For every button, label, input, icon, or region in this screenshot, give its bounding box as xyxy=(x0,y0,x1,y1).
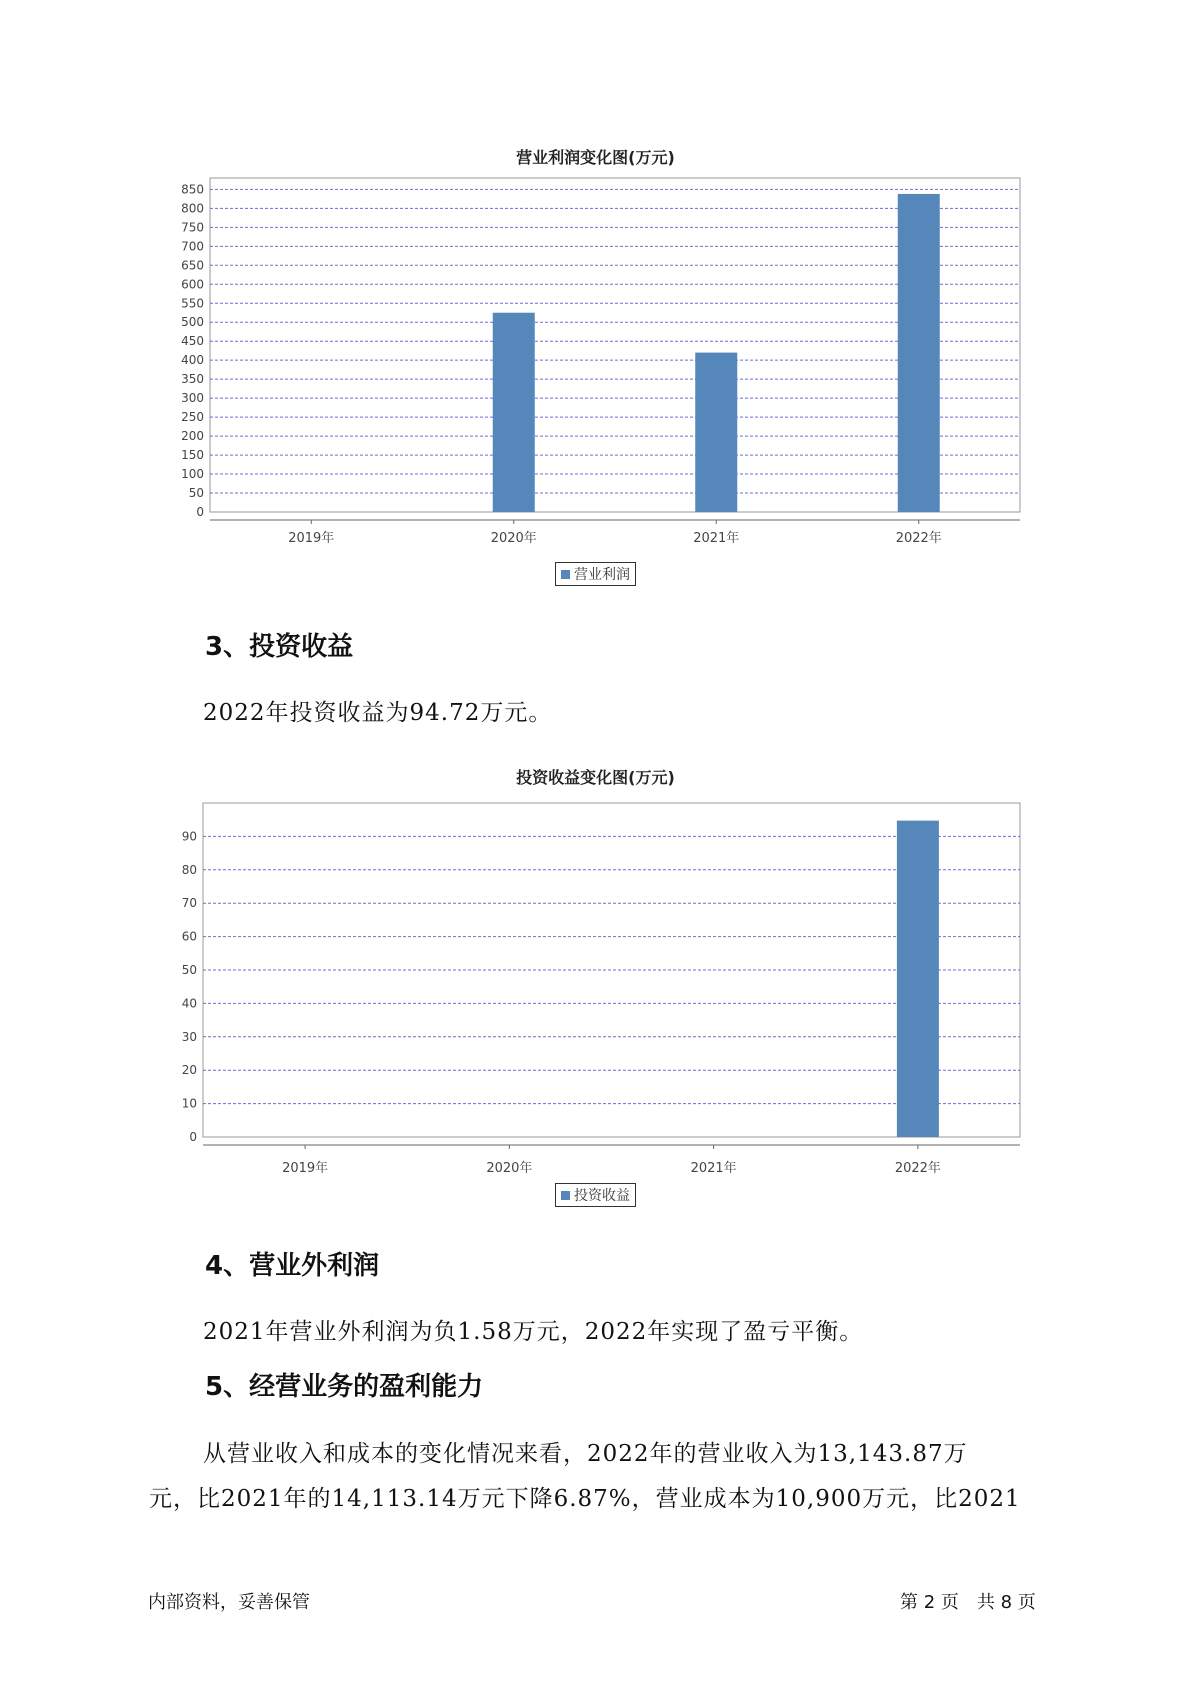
y-tick-label: 50 xyxy=(181,963,197,977)
y-tick-label: 90 xyxy=(181,829,197,844)
y-tick-label: 600 xyxy=(181,277,204,292)
y-tick-label: 100 xyxy=(181,467,204,482)
y-tick-label: 350 xyxy=(181,372,204,387)
y-tick-label: 80 xyxy=(181,862,197,877)
y-tick-label: 750 xyxy=(181,220,204,235)
bar xyxy=(898,194,940,512)
y-tick-label: 200 xyxy=(181,429,204,444)
y-tick-label: 400 xyxy=(181,353,204,368)
bar xyxy=(897,821,939,1137)
bar xyxy=(695,353,737,512)
legend-label: 营业利润 xyxy=(574,567,630,583)
section-5-text-line2: 元，比2021年的14,113.14万元下降6.87%，营业成本为10,900万元，比2021 xyxy=(149,1486,1021,1512)
x-tick-label: 2019年 xyxy=(282,1161,329,1175)
y-tick-label: 450 xyxy=(181,334,204,349)
legend-swatch xyxy=(561,1191,570,1200)
footer-confidential: 内部资料，妥善保管 xyxy=(148,1592,310,1613)
legend-investment-income xyxy=(555,1183,636,1207)
y-tick-label: 850 xyxy=(181,182,204,197)
y-tick-label: 150 xyxy=(181,448,204,463)
x-tick-label: 2020年 xyxy=(486,1161,533,1175)
bar xyxy=(493,313,535,512)
y-tick-label: 0 xyxy=(189,1130,197,1144)
y-tick-label: 60 xyxy=(181,929,197,944)
operating-profit-chart xyxy=(150,170,1050,550)
y-tick-label: 40 xyxy=(181,996,197,1011)
y-tick-label: 30 xyxy=(181,1029,197,1044)
y-tick-label: 250 xyxy=(181,410,204,425)
y-tick-label: 0 xyxy=(196,505,204,519)
legend-swatch xyxy=(561,570,570,579)
y-tick-label: 700 xyxy=(181,239,204,254)
chart-title-investment-income: 投资收益变化图(万元) xyxy=(516,768,675,787)
x-tick-label: 2019年 xyxy=(288,531,335,546)
y-tick-label: 800 xyxy=(181,201,204,216)
investment-income-chart xyxy=(150,795,1050,1175)
section-3-heading: 3、投资收益 xyxy=(205,632,354,662)
section-4-text: 2021年营业外利润为负1.58万元，2022年实现了盈亏平衡。 xyxy=(203,1319,864,1345)
y-tick-label: 10 xyxy=(181,1096,197,1111)
legend-operating-profit xyxy=(555,562,636,586)
legend-label: 投资收益 xyxy=(574,1188,630,1204)
x-tick-label: 2021年 xyxy=(690,1161,737,1175)
x-tick-label: 2021年 xyxy=(693,531,740,546)
chart-title-operating-profit: 营业利润变化图(万元) xyxy=(516,148,675,167)
x-tick-label: 2022年 xyxy=(895,531,942,546)
y-tick-label: 20 xyxy=(181,1063,197,1078)
y-tick-label: 50 xyxy=(188,486,204,501)
section-4-heading: 4、营业外利润 xyxy=(205,1251,380,1281)
y-tick-label: 70 xyxy=(181,896,197,911)
y-tick-label: 500 xyxy=(181,315,204,330)
section-5-heading: 5、经营业务的盈利能力 xyxy=(205,1372,484,1402)
footer-page-number: 第 2 页 共 8 页 xyxy=(900,1592,1036,1613)
y-tick-label: 650 xyxy=(181,258,204,273)
section-3-text: 2022年投资收益为94.72万元。 xyxy=(203,700,553,726)
x-tick-label: 2020年 xyxy=(490,531,537,546)
x-tick-label: 2022年 xyxy=(894,1161,941,1175)
y-tick-label: 550 xyxy=(181,296,204,311)
section-5-text-line1: 从营业收入和成本的变化情况来看，2022年的营业收入为13,143.87万 xyxy=(203,1441,968,1467)
y-tick-label: 300 xyxy=(181,391,204,406)
